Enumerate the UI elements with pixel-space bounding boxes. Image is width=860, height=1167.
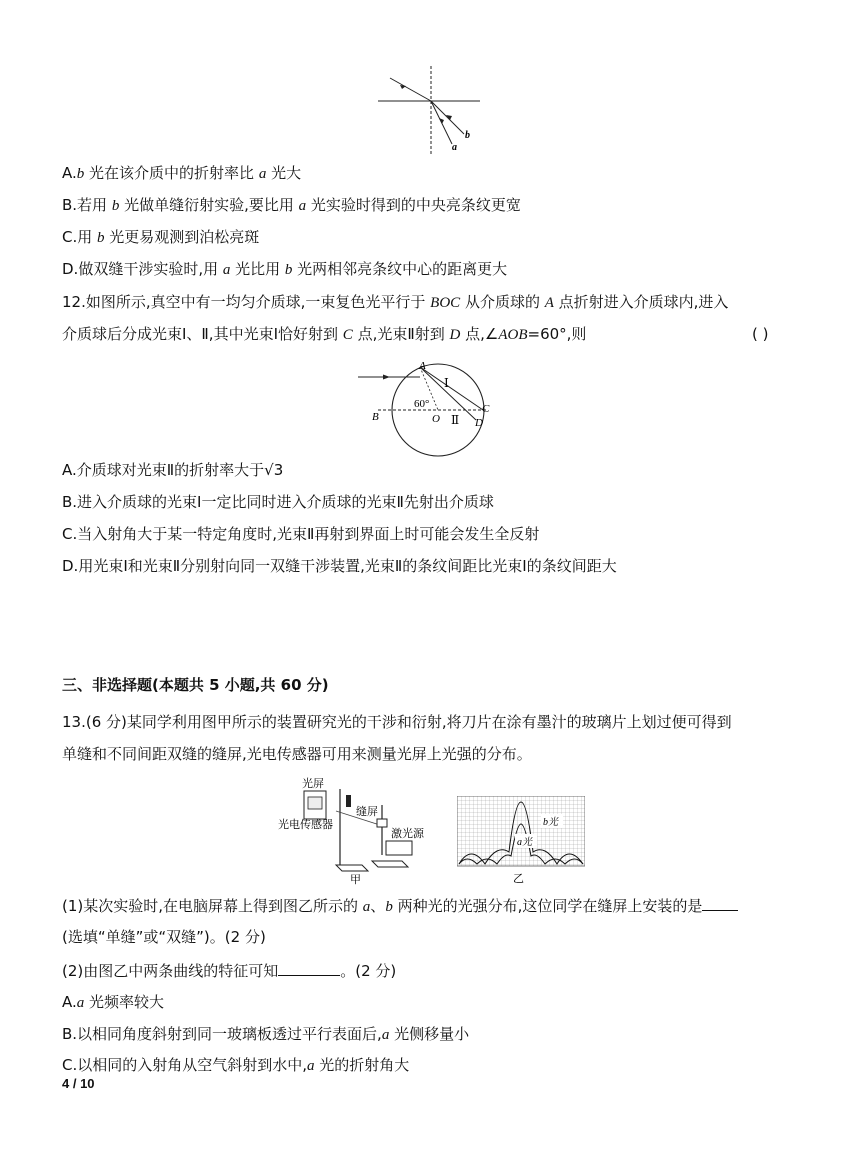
svg-text:O: O	[432, 413, 440, 425]
svg-text:乙: 乙	[513, 872, 524, 885]
svg-text:甲: 甲	[350, 873, 361, 885]
q13-sub2: (2)由图乙中两条曲线的特征可知 。(2 分)	[62, 962, 397, 980]
q12-option-a: A.介质球对光束Ⅱ的折射率大于√3	[62, 461, 284, 479]
sqrt3: √3	[264, 461, 284, 479]
svg-text:光屏: 光屏	[302, 777, 324, 790]
svg-text:D: D	[475, 417, 483, 429]
svg-text:60°: 60°	[414, 398, 430, 410]
svg-text:A: A	[419, 360, 426, 372]
q13-stem-line1: 13.(6 分)某同学利用图甲所示的装置研究光的干涉和衍射,将刀片在涂有墨汁的玻璃片上划过便可得到	[62, 713, 732, 731]
answer-blank-1[interactable]	[702, 895, 738, 911]
q13-option-c: C.以相同的入射角从空气斜射到水中,a 光的折射角大	[62, 1056, 410, 1074]
label-b: b	[465, 130, 470, 141]
q11-option-b: B.若用 b 光做单缝衍射实验,要比用 a 光实验时得到的中央亮条纹更宽	[62, 196, 521, 214]
q12-option-b: B.进入介质球的光束Ⅰ一定比同时进入介质球的光束Ⅱ先射出介质球	[62, 493, 494, 511]
svg-text:缝屏: 缝屏	[356, 805, 378, 818]
label-a: a	[452, 142, 457, 153]
section-title: 三、非选择题(本题共 5 小题,共 60 分)	[62, 676, 329, 694]
intensity-graph	[457, 796, 585, 886]
q12-stem-line1: 12.如图所示,真空中有一均匀介质球,一束复色光平行于 BOC 从介质球的 A 点折射进入介质球内,进入	[62, 293, 729, 311]
svg-text:B: B	[372, 411, 379, 423]
page-number: 4 / 10	[62, 1076, 95, 1091]
q12-option-d: D.用光束Ⅰ和光束Ⅱ分别射向同一双缝干涉装置,光束Ⅱ的条纹间距比光束Ⅰ的条纹间距大	[62, 557, 617, 575]
svg-text:Ⅰ: Ⅰ	[444, 376, 449, 390]
q12-option-c: C.当入射角大于某一特定角度时,光束Ⅱ再射到界面上时可能会发生全反射	[62, 525, 540, 543]
svg-text:a光: a光	[517, 837, 532, 848]
q13-option-b: B.以相同角度斜射到同一玻璃板透过平行表面后,a 光侧移量小	[62, 1025, 470, 1043]
svg-text:光电传感器: 光电传感器	[278, 818, 333, 831]
svg-text:激光源: 激光源	[391, 827, 424, 840]
q13-stem-line2: 单缝和不同间距双缝的缝屏,光电传感器可用来测量光屏上光强的分布。	[62, 745, 532, 763]
q13-sub1-line1: (1)某次实验时,在电脑屏幕上得到图乙所示的 a、b 两种光的光强分布,这位同学在缝屏上安装的是	[62, 895, 738, 917]
q13-sub1-line2: (选填“单缝”或“双缝”)。(2 分)	[62, 928, 266, 946]
refraction-figure	[376, 64, 482, 156]
q11-option-c: C.用 b 光更易观测到泊松亮斑	[62, 228, 260, 246]
svg-text:b光: b光	[543, 817, 558, 828]
sphere-figure	[352, 358, 512, 458]
q13-option-a: A.a 光频率较大	[62, 993, 165, 1011]
answer-blank-2[interactable]	[278, 960, 340, 976]
apparatus-figure	[276, 775, 436, 885]
q11-option-a: A.b 光在该介质中的折射率比 a 光大	[62, 164, 302, 182]
svg-text:C: C	[482, 403, 490, 415]
q12-stem-line2: 介质球后分成光束Ⅰ、Ⅱ,其中光束Ⅰ恰好射到 C 点,光束Ⅱ射到 D 点,∠AOB=60°,则	[62, 325, 587, 343]
q11-option-d: D.做双缝干涉实验时,用 a 光比用 b 光两相邻亮条纹中心的距离更大	[62, 260, 508, 278]
q12-answer-paren: ( )	[752, 325, 769, 343]
svg-text:Ⅱ: Ⅱ	[451, 413, 460, 427]
